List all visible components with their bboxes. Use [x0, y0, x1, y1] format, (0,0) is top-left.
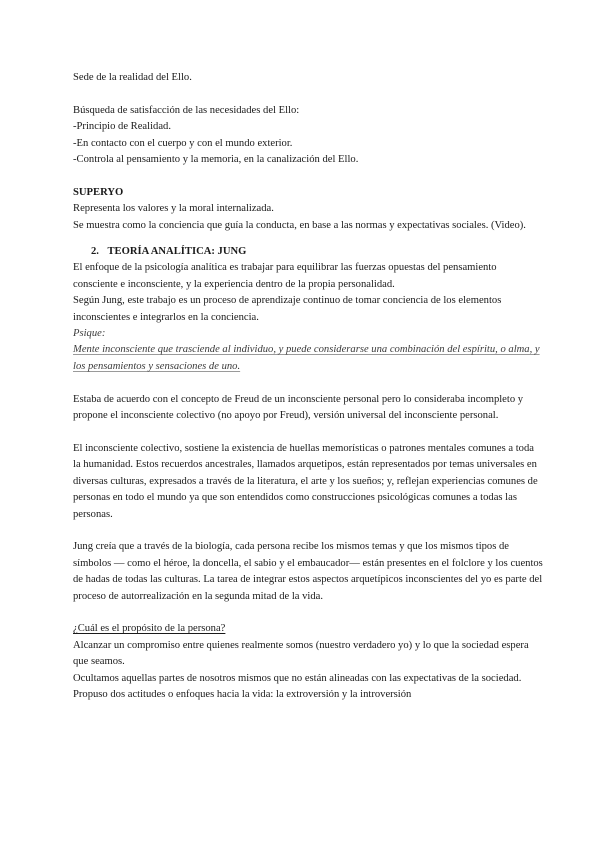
colectivo-paragraph: El inconsciente colectivo, sostiene la existencia de huellas memorísticas o patrones mentales comunes a toda la humanidad. Estos recuerdos ancestrales, llamados arquetipos, están representados por temas universales en diversas culturas, expresados a través de la literatura, el arte y los sueños; y, reflejan experiencias comunes de personas en todo el mundo ya que son entendidos como construcciones psicológicas comunes a todas las personas.: [73, 442, 538, 520]
superyo-heading: SUPERYO: [73, 186, 124, 198]
jung-intro-paragraph: El enfoque de la psicología analítica es trabajar para equilibrar las fuerzas opuestas del pensamiento consciente e inconsciente, y la experiencia dentro de la propia personalidad.: [73, 262, 497, 290]
list-item-principio: -Principio de Realidad.: [73, 121, 171, 133]
text-line-busqueda: Búsqueda de satisfacción de las necesidades del Ello:: [73, 104, 300, 116]
persona-question: ¿Cuál es el propósito de la persona?: [73, 623, 226, 635]
jung-segun-paragraph: Según Jung, este trabajo es un proceso de aprendizaje continuo de tomar conciencia de los elementos inconscientes e integrarlos en la conciencia.: [73, 295, 502, 323]
document-body: [73, 70, 543, 703]
text-line-sede: Sede de la realidad del Ello.: [73, 72, 192, 83]
psique-label: Psique:: [73, 328, 106, 340]
superyo-line-1: Representa los valores y la moral internalizada.: [73, 203, 274, 215]
section-title: TEORÍA ANALÍTICA: JUNG: [107, 246, 247, 258]
persona-line-3: Propuso dos actitudes o enfoques hacia la vida: la extroversión y la introversión: [73, 688, 412, 700]
superyo-line-2: Se muestra como la conciencia que guía la conducta, en base a las normas y expectativas sociales. (Video).: [73, 219, 526, 231]
section-number: 2.: [91, 246, 99, 258]
section-heading-jung: [73, 244, 543, 260]
list-item-controla: -Controla al pensamiento y la memoria, en la canalización del Ello.: [73, 154, 359, 166]
list-item-contacto: -En contacto con el cuerpo y con el mundo exterior.: [73, 137, 293, 149]
biologia-paragraph: Jung creía que a través de la biología, cada persona recibe los mismos temas y que los mismos tipos de símbolos — como el héroe, la doncella, el sabio y el embaucador— están presentes en el folclore y los cuentos de hadas de todas las culturas. La tarea de integrar estos aspectos arquetípicos inconscientes del yo es parte del proceso de autorrealización en la segunda mitad de la vida.: [73, 541, 543, 602]
persona-line-1: Alcanzar un compromiso entre quienes realmente somos (nuestro verdadero yo) y lo que la sociedad espera que seamos.: [73, 639, 529, 668]
persona-line-2: Ocultamos aquellas partes de nosotros mismos que no están alineadas con las expectativas de la sociedad.: [73, 672, 522, 684]
psique-definition: Mente inconsciente que trasciende al individuo, y puede considerarse una combinación del espíritu, o alma, y los pensamientos y sensaciones de uno.: [73, 344, 540, 372]
freud-paragraph: Estaba de acuerdo con el concepto de Freud de un inconsciente personal pero lo consideraba incompleto y propone el inconsciente colectivo (no apoyo por Freud), versión universal del inconsciente personal.: [73, 393, 524, 422]
